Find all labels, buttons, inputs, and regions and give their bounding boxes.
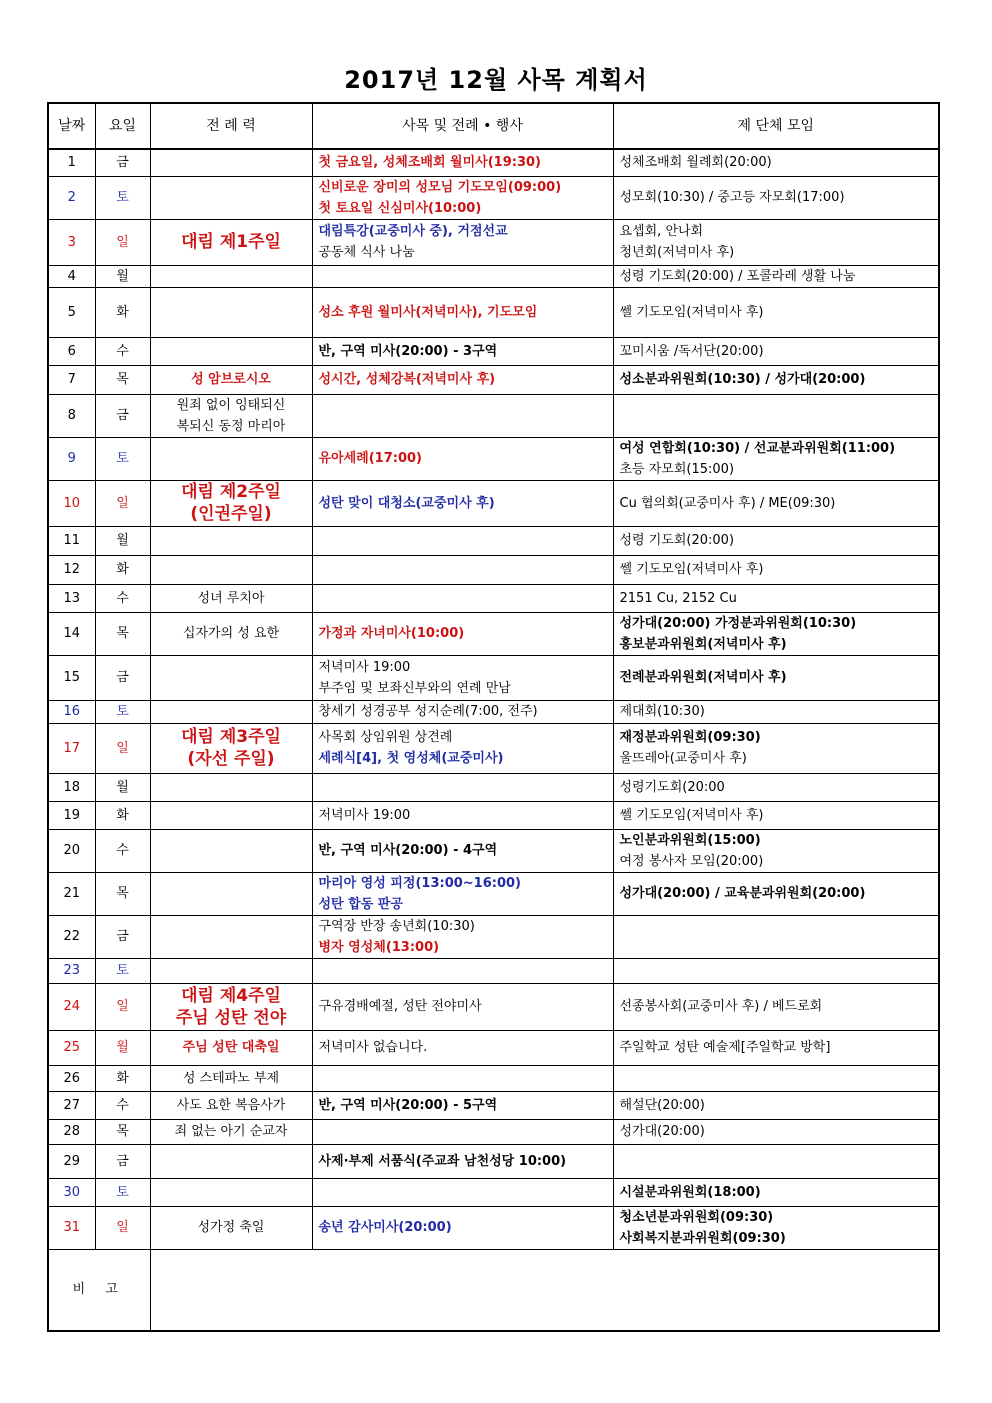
cell-event — [312, 287, 613, 337]
meeting-line: 해설단(20:00) — [619, 1097, 705, 1113]
cell-day: 12 — [48, 555, 95, 584]
cell-event — [312, 337, 613, 365]
table-header-row — [48, 103, 939, 149]
table-row — [48, 700, 939, 723]
cell-meeting — [613, 1144, 939, 1178]
event-line: 구유경배예절, 성탄 전야미사 — [318, 999, 482, 1014]
cell-meeting — [613, 1206, 939, 1249]
cell-weekday: 월 — [95, 1030, 150, 1065]
meeting-line: 주일학교 성탄 예술제[주일학교 방학] — [619, 1040, 831, 1055]
cell-liturgy — [150, 149, 312, 176]
meeting-line: 성체조배회 월례회(20:00) — [619, 155, 772, 171]
header-liturgy: 전 례 력 — [150, 103, 312, 149]
meeting-line: 사회복지분과위원회(09:30) — [619, 1230, 786, 1246]
event-line: 사목회 상임위원 상견례 — [318, 730, 453, 745]
cell-weekday: 수 — [95, 1091, 150, 1119]
liturgy-line: 주님 성탄 대축일 — [182, 1040, 280, 1055]
table-row — [48, 655, 939, 700]
meeting-line: 쎌 기도모임(저녁미사 후) — [619, 304, 764, 320]
cell-day: 8 — [48, 394, 95, 437]
cell-day: 20 — [48, 829, 95, 872]
cell-liturgy — [150, 437, 312, 480]
cell-meeting — [613, 555, 939, 584]
cell-day: 25 — [48, 1030, 95, 1065]
cell-meeting — [613, 584, 939, 612]
cell-event — [312, 773, 613, 801]
table-row — [48, 1065, 939, 1091]
cell-weekday: 월 — [95, 773, 150, 801]
table-row — [48, 958, 939, 983]
table-row — [48, 287, 939, 337]
event-line: 세례식[4], 첫 영성체(교중미사) — [318, 751, 504, 766]
cell-liturgy — [150, 915, 312, 958]
meeting-line: 꼬미시움 /독서단(20:00) — [619, 343, 764, 359]
event-line: 성탄 맞이 대청소(교중미사 후) — [318, 495, 495, 511]
event-line: 반, 구역 미사(20:00) - 4구역 — [318, 843, 498, 858]
cell-liturgy — [150, 723, 312, 773]
cell-day: 16 — [48, 700, 95, 723]
meeting-line: 성모회(10:30) / 중고등 자모회(17:00) — [619, 190, 845, 205]
cell-event — [312, 983, 613, 1030]
cell-event — [312, 723, 613, 773]
cell-meeting — [613, 287, 939, 337]
table-row — [48, 265, 939, 287]
meeting-line: 초등 자모회(15:00) — [619, 461, 735, 477]
cell-meeting — [613, 437, 939, 480]
cell-event — [312, 265, 613, 287]
table-row — [48, 1178, 939, 1206]
cell-weekday: 월 — [95, 526, 150, 555]
cell-weekday: 일 — [95, 983, 150, 1030]
event-line: 성시간, 성체강복(저녁미사 후) — [318, 372, 496, 387]
cell-day: 1 — [48, 149, 95, 176]
cell-event — [312, 1065, 613, 1091]
schedule-table — [47, 102, 940, 1332]
table-row — [48, 526, 939, 555]
meeting-line: 요셉회, 안나회 — [619, 224, 704, 239]
table-row — [48, 480, 939, 526]
cell-event — [312, 1178, 613, 1206]
cell-day: 27 — [48, 1091, 95, 1119]
cell-weekday: 수 — [95, 337, 150, 365]
cell-day: 15 — [48, 655, 95, 700]
cell-weekday: 금 — [95, 394, 150, 437]
liturgy-line: 복되신 동정 마리아 — [176, 418, 286, 434]
cell-liturgy — [150, 612, 312, 655]
cell-liturgy — [150, 365, 312, 394]
header-meeting: 제 단체 모임 — [613, 103, 939, 149]
meeting-line: 쎌 기도모임(저녁미사 후) — [619, 562, 764, 577]
meeting-line: 성소분과위원회(10:30) / 성가대(20:00) — [619, 372, 866, 387]
cell-day: 31 — [48, 1206, 95, 1249]
cell-weekday: 토 — [95, 958, 150, 983]
cell-liturgy — [150, 265, 312, 287]
cell-liturgy — [150, 1206, 312, 1249]
event-line: 부주임 및 보좌신부와의 연례 만남 — [318, 680, 511, 696]
cell-liturgy — [150, 219, 312, 265]
table-row — [48, 1119, 939, 1144]
meeting-line: 시설분과위원회(18:00) — [619, 1184, 761, 1200]
cell-event — [312, 526, 613, 555]
header-event: 사목 및 전례 • 행사 — [312, 103, 613, 149]
cell-liturgy — [150, 958, 312, 983]
liturgy-line: 대림 제3주일 — [181, 727, 281, 747]
event-line: 저녁미사 없습니다. — [318, 1040, 428, 1055]
meeting-line: 제대회(10:30) — [619, 704, 705, 719]
note-label: 비 고 — [48, 1249, 150, 1331]
cell-day: 4 — [48, 265, 95, 287]
table-row — [48, 365, 939, 394]
cell-liturgy — [150, 872, 312, 915]
cell-day: 29 — [48, 1144, 95, 1178]
table-row — [48, 1144, 939, 1178]
cell-day: 23 — [48, 958, 95, 983]
table-row — [48, 219, 939, 265]
cell-day: 2 — [48, 176, 95, 219]
cell-meeting — [613, 958, 939, 983]
cell-meeting — [613, 176, 939, 219]
table-row — [48, 394, 939, 437]
table-row — [48, 149, 939, 176]
cell-event — [312, 915, 613, 958]
cell-weekday: 토 — [95, 437, 150, 480]
cell-day: 17 — [48, 723, 95, 773]
liturgy-line: 대림 제4주일 — [181, 985, 281, 1006]
cell-day: 21 — [48, 872, 95, 915]
cell-liturgy — [150, 526, 312, 555]
cell-event — [312, 801, 613, 829]
cell-day: 26 — [48, 1065, 95, 1091]
cell-weekday: 목 — [95, 872, 150, 915]
cell-event — [312, 958, 613, 983]
cell-liturgy — [150, 287, 312, 337]
table-row — [48, 555, 939, 584]
liturgy-line: 원죄 없이 잉태되신 — [176, 397, 286, 413]
meeting-line: 울뜨레아(교중미사 후) — [619, 751, 747, 766]
cell-event — [312, 149, 613, 176]
cell-weekday: 수 — [95, 584, 150, 612]
cell-event — [312, 1206, 613, 1249]
cell-liturgy — [150, 1065, 312, 1091]
liturgy-line: 대림 제1주일 — [181, 232, 281, 252]
table-row — [48, 337, 939, 365]
cell-event — [312, 612, 613, 655]
cell-meeting — [613, 337, 939, 365]
cell-day: 30 — [48, 1178, 95, 1206]
meeting-line: 청소년분과위원회(09:30) — [619, 1209, 774, 1225]
cell-liturgy — [150, 337, 312, 365]
event-line: 첫 토요일 신심미사(10:00) — [318, 200, 482, 216]
cell-liturgy — [150, 555, 312, 584]
cell-meeting — [613, 526, 939, 555]
event-line: 반, 구역 미사(20:00) - 3구역 — [318, 343, 498, 359]
cell-weekday: 수 — [95, 829, 150, 872]
cell-liturgy — [150, 1091, 312, 1119]
document-title: 2017년 12월 사목 계획서 — [344, 66, 648, 94]
cell-event — [312, 219, 613, 265]
cell-day: 7 — [48, 365, 95, 394]
cell-meeting — [613, 872, 939, 915]
event-line: 유아세례(17:00) — [318, 451, 422, 466]
meeting-line: 재정분과위원회(09:30) — [619, 730, 761, 745]
cell-weekday: 금 — [95, 149, 150, 176]
cell-day: 28 — [48, 1119, 95, 1144]
cell-meeting — [613, 480, 939, 526]
event-line: 성탄 합동 판공 — [318, 896, 403, 912]
cell-weekday: 목 — [95, 365, 150, 394]
cell-liturgy — [150, 176, 312, 219]
cell-liturgy — [150, 1119, 312, 1144]
meeting-line: 2151 Cu, 2152 Cu — [619, 590, 737, 606]
cell-weekday: 화 — [95, 555, 150, 584]
liturgy-line: (자선 주일) — [187, 749, 275, 769]
cell-day: 24 — [48, 983, 95, 1030]
liturgy-line: 주님 성탄 전야 — [175, 1007, 287, 1028]
table-row — [48, 437, 939, 480]
table-row — [48, 176, 939, 219]
cell-weekday: 금 — [95, 1144, 150, 1178]
cell-meeting — [613, 801, 939, 829]
cell-meeting — [613, 700, 939, 723]
cell-meeting — [613, 915, 939, 958]
cell-event — [312, 365, 613, 394]
cell-weekday: 금 — [95, 655, 150, 700]
cell-event — [312, 655, 613, 700]
meeting-line: 전례분과위원회(저녁미사 후) — [619, 670, 787, 685]
table-row — [48, 723, 939, 773]
event-line: 첫 금요일, 성체조배회 월미사(19:30) — [318, 155, 541, 171]
meeting-line: 성령기도회(20:00 — [619, 779, 725, 795]
cell-event — [312, 1119, 613, 1144]
cell-liturgy — [150, 1178, 312, 1206]
cell-meeting — [613, 1065, 939, 1091]
cell-day: 3 — [48, 219, 95, 265]
liturgy-line: 성 암브로시오 — [191, 372, 271, 387]
cell-meeting — [613, 219, 939, 265]
cell-weekday: 토 — [95, 700, 150, 723]
meeting-line: 여성 연합회(10:30) / 선교분과위원회(11:00) — [619, 440, 896, 456]
header-day: 날짜 — [48, 103, 95, 149]
cell-day: 10 — [48, 480, 95, 526]
cell-day: 6 — [48, 337, 95, 365]
cell-weekday: 토 — [95, 176, 150, 219]
cell-event — [312, 394, 613, 437]
liturgy-line: 죄 없는 아기 순교자 — [174, 1124, 288, 1139]
event-line: 공동체 식사 나눔 — [318, 245, 415, 260]
cell-meeting — [613, 149, 939, 176]
cell-day: 14 — [48, 612, 95, 655]
cell-event — [312, 480, 613, 526]
cell-weekday: 일 — [95, 1206, 150, 1249]
liturgy-line: 십자가의 성 요한 — [182, 626, 280, 641]
table-row — [48, 584, 939, 612]
cell-liturgy — [150, 655, 312, 700]
cell-weekday: 화 — [95, 287, 150, 337]
meeting-line: 성가대(20:00) — [619, 1124, 705, 1139]
meeting-line: 노인분과위원회(15:00) — [619, 832, 761, 848]
event-line: 구역장 반장 송년회(10:30) — [318, 918, 475, 934]
event-line: 저녁미사 19:00 — [318, 807, 411, 823]
event-line: 대림특강(교중미사 중), 거점선교 — [318, 224, 508, 239]
cell-event — [312, 1091, 613, 1119]
table-row — [48, 801, 939, 829]
table-row — [48, 983, 939, 1030]
cell-liturgy — [150, 394, 312, 437]
meeting-line: 성가대(20:00) 가정분과위원회(10:30) — [619, 615, 857, 631]
cell-day: 18 — [48, 773, 95, 801]
cell-event — [312, 437, 613, 480]
cell-event — [312, 555, 613, 584]
table-row — [48, 1206, 939, 1249]
cell-meeting — [613, 1119, 939, 1144]
meeting-line: Cu 협의회(교중미사 후) / ME(09:30) — [619, 495, 836, 511]
cell-meeting — [613, 394, 939, 437]
cell-event — [312, 872, 613, 915]
meeting-line: 쎌 기도모임(저녁미사 후) — [619, 807, 764, 823]
cell-event — [312, 1030, 613, 1065]
cell-event — [312, 700, 613, 723]
event-line: 저녁미사 19:00 — [318, 659, 411, 675]
cell-liturgy — [150, 829, 312, 872]
liturgy-line: 성가정 축일 — [197, 1220, 265, 1235]
cell-meeting — [613, 1091, 939, 1119]
cell-liturgy — [150, 1144, 312, 1178]
table-row — [48, 915, 939, 958]
cell-day: 9 — [48, 437, 95, 480]
cell-liturgy — [150, 773, 312, 801]
event-line: 가정과 자녀미사(10:00) — [318, 626, 465, 641]
cell-liturgy — [150, 1030, 312, 1065]
cell-weekday: 월 — [95, 265, 150, 287]
cell-liturgy — [150, 700, 312, 723]
event-line: 병자 영성체(13:00) — [318, 939, 440, 955]
cell-weekday: 금 — [95, 915, 150, 958]
event-line: 성소 후원 월미사(저녁미사), 기도모임 — [318, 304, 538, 320]
cell-liturgy — [150, 584, 312, 612]
cell-meeting — [613, 265, 939, 287]
event-line: 마리아 영성 피정(13:00~16:00) — [318, 875, 521, 891]
cell-weekday: 토 — [95, 1178, 150, 1206]
cell-meeting — [613, 773, 939, 801]
table-row — [48, 1030, 939, 1065]
cell-meeting — [613, 983, 939, 1030]
cell-meeting — [613, 655, 939, 700]
liturgy-line: 사도 요한 복음사가 — [176, 1097, 286, 1113]
meeting-line: 성령 기도회(20:00) / 포콜라레 생활 나눔 — [619, 268, 856, 284]
schedule-body — [48, 149, 939, 1249]
note-row — [48, 1249, 939, 1331]
liturgy-line: 성 스테파노 부제 — [182, 1070, 280, 1086]
cell-meeting — [613, 1030, 939, 1065]
cell-event — [312, 176, 613, 219]
event-line: 송년 감사미사(20:00) — [318, 1220, 452, 1235]
event-line: 반, 구역 미사(20:00) - 5구역 — [318, 1097, 498, 1113]
meeting-line: 선종봉사회(교중미사 후) / 베드로회 — [619, 999, 823, 1014]
header-weekday: 요일 — [95, 103, 150, 149]
cell-day: 11 — [48, 526, 95, 555]
cell-weekday: 화 — [95, 801, 150, 829]
meeting-line: 여정 봉사자 모임(20:00) — [619, 853, 764, 869]
cell-meeting — [613, 723, 939, 773]
cell-weekday: 화 — [95, 1065, 150, 1091]
event-line: 사제·부제 서품식(주교좌 남천성당 10:00) — [318, 1153, 567, 1169]
liturgy-line: 대림 제2주일 — [181, 482, 281, 502]
cell-day: 22 — [48, 915, 95, 958]
table-row — [48, 773, 939, 801]
cell-weekday: 일 — [95, 723, 150, 773]
cell-weekday: 일 — [95, 219, 150, 265]
cell-liturgy — [150, 801, 312, 829]
table-row — [48, 1091, 939, 1119]
cell-day: 5 — [48, 287, 95, 337]
table-row — [48, 612, 939, 655]
meeting-line: 홍보분과위원회(저녁미사 후) — [619, 636, 787, 652]
cell-liturgy — [150, 480, 312, 526]
meeting-line: 성가대(20:00) / 교육분과위원회(20:00) — [619, 886, 866, 901]
cell-meeting — [613, 365, 939, 394]
note-content — [150, 1249, 939, 1331]
cell-weekday: 목 — [95, 612, 150, 655]
meeting-line: 성령 기도회(20:00) — [619, 533, 735, 548]
liturgy-line: (인권주일) — [190, 504, 272, 524]
event-line: 창세기 성경공부 성지순례(7:00, 전주) — [318, 704, 538, 719]
cell-meeting — [613, 1178, 939, 1206]
cell-event — [312, 829, 613, 872]
cell-day: 13 — [48, 584, 95, 612]
cell-weekday: 목 — [95, 1119, 150, 1144]
cell-day: 19 — [48, 801, 95, 829]
cell-event — [312, 584, 613, 612]
cell-meeting — [613, 612, 939, 655]
cell-event — [312, 1144, 613, 1178]
table-row — [48, 872, 939, 915]
cell-meeting — [613, 829, 939, 872]
meeting-line: 청년회(저녁미사 후) — [619, 245, 735, 260]
cell-liturgy — [150, 983, 312, 1030]
table-row — [48, 829, 939, 872]
liturgy-line: 성녀 루치아 — [197, 590, 265, 606]
event-line: 신비로운 장미의 성모님 기도모임(09:00) — [318, 179, 562, 195]
cell-weekday: 일 — [95, 480, 150, 526]
